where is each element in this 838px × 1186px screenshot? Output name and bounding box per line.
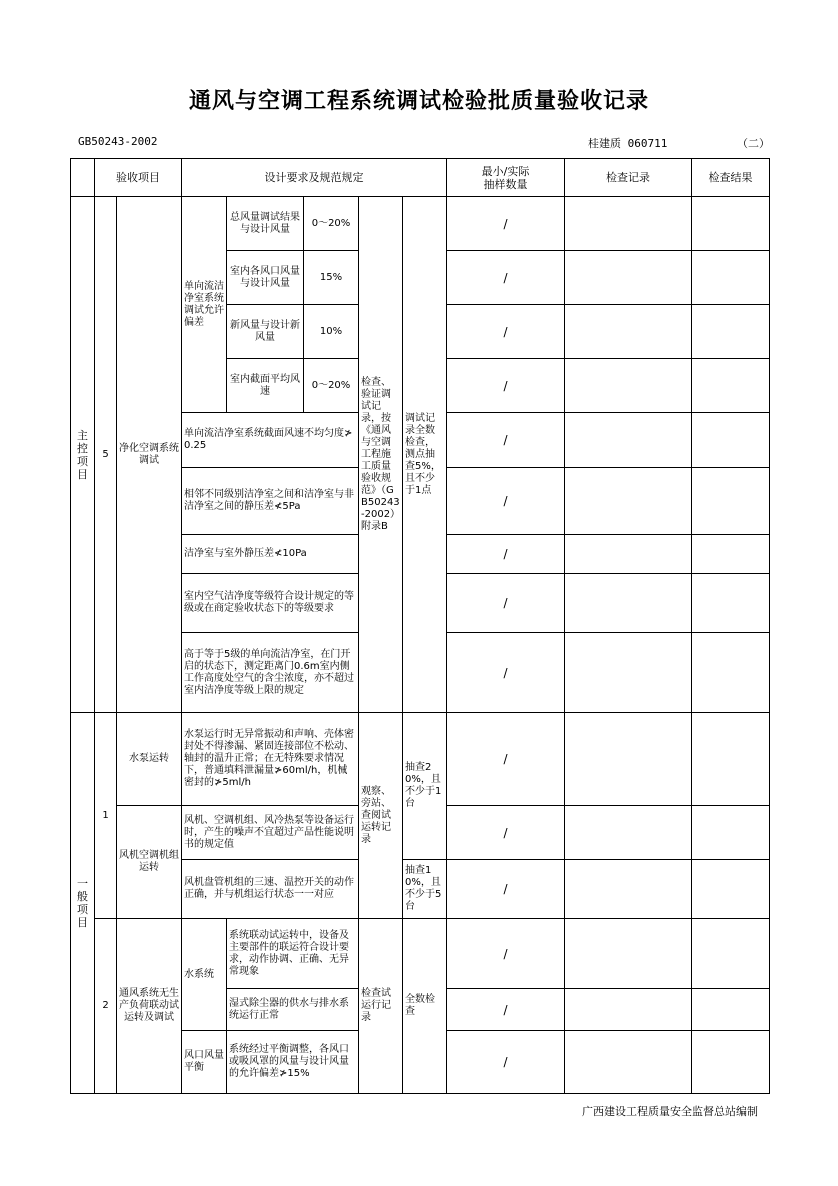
check-result-cell[interactable] [692,413,770,468]
check-record-cell[interactable] [565,535,692,574]
sample-quantity-cell: / [447,713,565,806]
sub-item-label: 总风量调试结果与设计风量 [227,197,304,251]
check-record-cell[interactable] [565,633,692,713]
sub-item-label: 室内截面平均风速 [227,359,304,413]
page-title: 通风与空调工程系统调试检验批质量验收记录 [188,89,649,114]
part-number: （二） [737,137,770,150]
sample-quantity-cell: / [447,359,565,413]
sub-item-value: 15% [304,251,359,305]
header-check-record: 检查记录 [565,159,692,197]
requirement-text: 水泵运行时无异常振动和声响、壳体密封处不得渗漏、紧固连接部位不松动、轴封的温升正常；在无特殊要求情况下，普通填料泄漏量≯60ml/h，机械密封的≯5ml/h [182,713,359,806]
table-row [71,197,770,251]
header-acceptance-item: 验收项目 [95,159,182,197]
check-result-cell[interactable] [692,197,770,251]
sample-quantity-cell: / [447,468,565,535]
sample-quantity-cell: / [447,989,565,1031]
check-record-cell[interactable] [565,919,692,989]
table-row [71,713,770,806]
main-items-label: 主 控 项 目 [71,197,95,713]
sub-item-value: 10% [304,305,359,359]
water-system-label: 水系统 [182,919,227,1031]
record-number: 桂建质 060711 [588,137,668,150]
pump-operation-label: 水泵运转 [117,713,182,806]
requirement-text: 湿式除尘器的供水与排水系统运行正常 [227,989,359,1031]
unidirectional-deviation-label: 单向流洁净室系统调试允许偏差 [182,197,227,413]
requirement-text: 风机盘管机组的三速、温控开关的动作正确，并与机组运行状态一一对应 [182,860,359,919]
sample-quantity-cell: / [447,574,565,633]
requirement-text: 洁净室与室外静压差≮10Pa [182,535,359,574]
check-record-cell[interactable] [565,468,692,535]
main-item-number: 5 [95,197,117,713]
requirement-text: 相邻不同级别洁净室之间和洁净室与非洁净室之间的静压差≮5Pa [182,468,359,535]
general2-check-method: 检查试运行记录 [359,919,403,1094]
check-result-cell[interactable] [692,1031,770,1094]
check-record-cell[interactable] [565,251,692,305]
general1-sampling-rule: 抽查20%，且不少于1台 [403,713,447,860]
sub-item-label: 新风量与设计新风量 [227,305,304,359]
check-result-cell[interactable] [692,251,770,305]
sample-quantity-cell: / [447,413,565,468]
check-result-cell[interactable] [692,633,770,713]
fan-unit-operation-label: 风机空调机组运转 [117,806,182,919]
table-row [71,919,770,989]
general1-sampling-rule-2: 抽查10%，且不少于5台 [403,860,447,919]
check-record-cell[interactable] [565,713,692,806]
header-check-result: 检查结果 [692,159,770,197]
header-design-requirements: 设计要求及规范规定 [182,159,447,197]
main-item-name: 净化空调系统调试 [117,197,182,713]
table-header [71,159,770,197]
requirement-text: 室内空气洁净度等级符合设计规定的等级或在商定验收状态下的等级要求 [182,574,359,633]
sample-quantity-cell: / [447,919,565,989]
check-record-cell[interactable] [565,574,692,633]
general1-check-method: 观察、旁站、查阅试运转记录 [359,713,403,919]
requirement-text: 风机、空调机组、风冷热泵等设备运行时，产生的噪声不宜超过产品性能说明书的规定值 [182,806,359,860]
check-result-cell[interactable] [692,574,770,633]
sample-quantity-cell: / [447,535,565,574]
general-items-label: 一 般 项 目 [71,713,95,1094]
air-outlet-balance-label: 风口风量平衡 [182,1031,227,1094]
check-result-cell[interactable] [692,468,770,535]
general-item-number: 1 [95,713,117,919]
sample-quantity-cell: / [447,633,565,713]
sub-item-value: 0～20% [304,359,359,413]
sub-item-label: 室内各风口风量与设计风量 [227,251,304,305]
check-record-cell[interactable] [565,989,692,1031]
general2-sampling-rule: 全数检查 [403,919,447,1094]
check-result-cell[interactable] [692,806,770,860]
footer-publisher: 广西建设工程质量安全监督总站编制 [582,1105,758,1118]
sample-quantity-cell: / [447,1031,565,1094]
requirement-text: 单向流洁净室系统截面风速不均匀度≯0.25 [182,413,359,468]
main-sampling-rule: 调试记录全数检查，测点抽查5%，且不少于1点 [403,197,447,713]
check-result-cell[interactable] [692,989,770,1031]
check-record-cell[interactable] [565,305,692,359]
check-record-cell[interactable] [565,1031,692,1094]
general-item-number: 2 [95,919,117,1094]
standard-code: GB50243-2002 [78,135,158,148]
sample-quantity-cell: / [447,305,565,359]
check-result-cell[interactable] [692,919,770,989]
main-check-method: 检查、验证调试记录，按《通风与空调工程施工质量验收规范》（GB50243-2002）附录B [359,197,403,713]
sample-quantity-cell: / [447,251,565,305]
check-result-cell[interactable] [692,713,770,806]
check-result-cell[interactable] [692,535,770,574]
check-result-cell[interactable] [692,359,770,413]
check-record-cell[interactable] [565,413,692,468]
requirement-text: 系统联动试运转中，设备及主要部件的联运符合设计要求，动作协调、正确、无异常现象 [227,919,359,989]
requirement-text: 高于等于5级的单向流洁净室，在门开启的状态下，测定距离门0.6m室内侧工作高度处空气的含尘浓度，亦不超过室内洁净度等级上限的规定 [182,633,359,713]
check-result-cell[interactable] [692,305,770,359]
check-record-cell[interactable] [565,359,692,413]
sample-quantity-cell: / [447,197,565,251]
header-blank [71,159,95,197]
inspection-table [70,158,770,1094]
no-load-test-label: 通风系统无生产负荷联动试运转及调试 [117,919,182,1094]
sample-quantity-cell: / [447,860,565,919]
check-record-cell[interactable] [565,806,692,860]
requirement-text: 系统经过平衡调整，各风口或吸风罩的风量与设计风量的允许偏差≯15% [227,1031,359,1094]
check-result-cell[interactable] [692,860,770,919]
sample-quantity-cell: / [447,806,565,860]
check-record-cell[interactable] [565,197,692,251]
header-sample-quantity: 最小/实际 抽样数量 [447,159,565,197]
sub-item-value: 0～20% [304,197,359,251]
check-record-cell[interactable] [565,860,692,919]
